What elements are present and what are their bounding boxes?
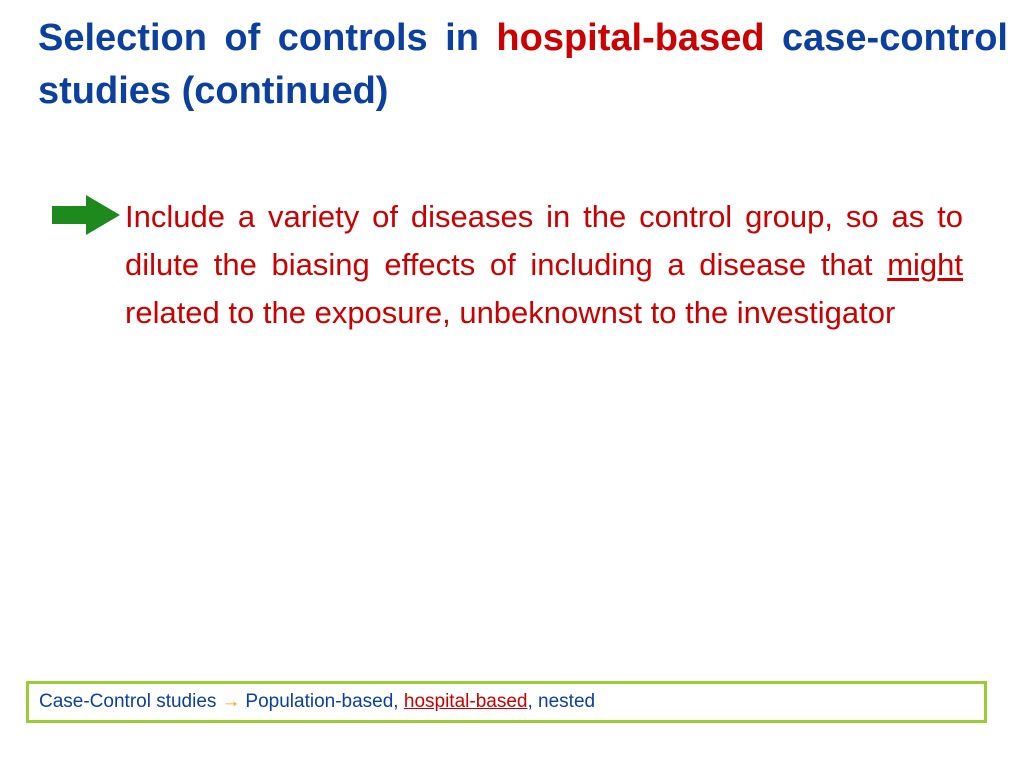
footer-box xyxy=(26,681,987,723)
bullet-emphasis: might xyxy=(887,247,963,282)
footer-arrow-icon: → xyxy=(221,691,241,712)
footer-item2: hospital-based xyxy=(403,691,528,712)
bullet-text-after: related to the exposure, unbeknownst to the investigator xyxy=(125,295,896,330)
title-part1: Selection of controls in xyxy=(38,17,497,59)
footer-prefix: Case-Control studies xyxy=(39,691,217,712)
footer-item3: nested xyxy=(538,691,596,712)
title-part2: case-control studies (continued) xyxy=(38,17,1008,112)
footer-separator: , xyxy=(527,691,533,712)
title-accent: hospital-based xyxy=(496,17,765,59)
footer-item1: Population-based, xyxy=(245,691,399,712)
bullet-text-before: Include a variety of diseases in the control group, so as to dilute the biasing effects of including a disease that xyxy=(125,199,963,282)
bullet-text xyxy=(125,193,963,337)
green-arrow-icon xyxy=(50,193,122,237)
slide-title xyxy=(38,12,1008,118)
